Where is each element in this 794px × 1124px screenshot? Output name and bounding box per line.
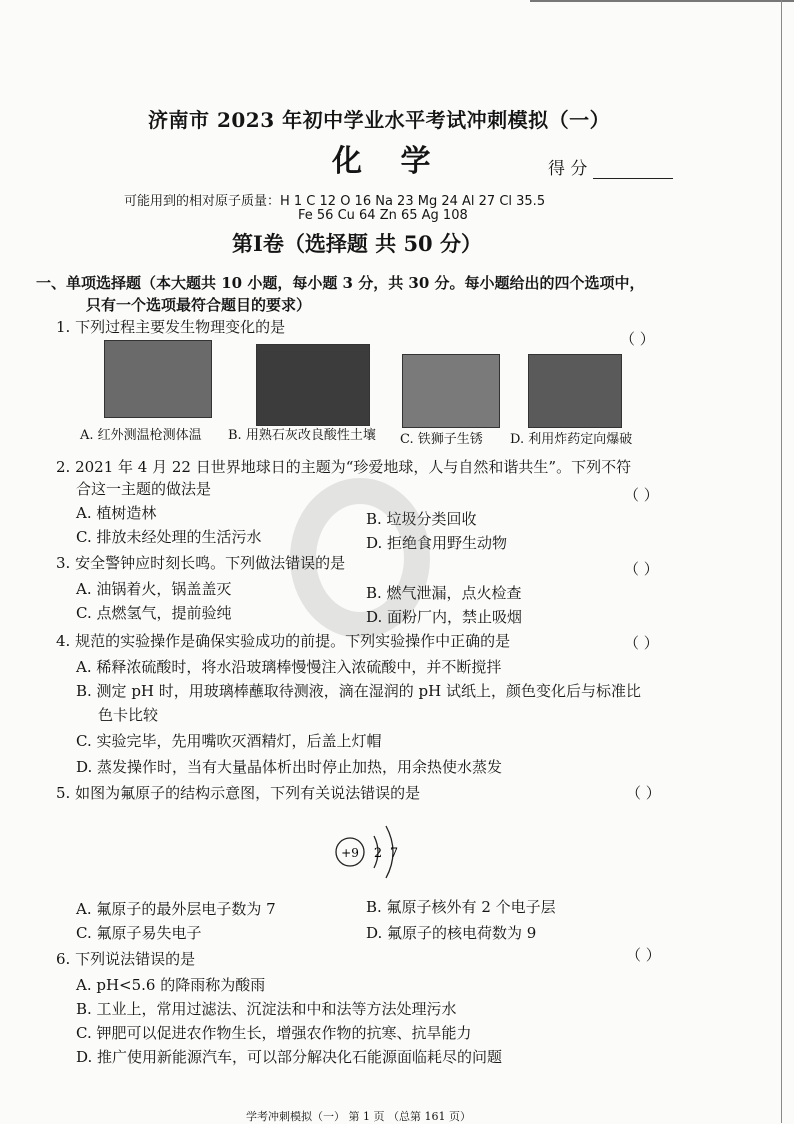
score-field [548, 154, 673, 179]
binding-margin-line [781, 0, 782, 1123]
q2-option-a: A. 植树造林 [76, 504, 157, 522]
q4-option-d: D. 蒸发操作时，当有大量晶体析出时停止加热，用余热使水蒸发 [76, 758, 503, 776]
question-6-stem: 6. 下列说法错误的是 [56, 950, 196, 968]
q5-option-a: A. 氟原子的最外层电子数为 7 [76, 900, 276, 918]
answer-paren-5: （ ） [626, 784, 661, 802]
q4-option-c: C. 实验完毕，先用嘴吹灭酒精灯，后盖上灯帽 [76, 732, 382, 750]
scan-edge-line [530, 0, 794, 2]
q2-option-c: C. 排放未经处理的生活污水 [76, 528, 262, 546]
photo-soil [256, 344, 370, 426]
score-blank [593, 162, 673, 179]
atomic-masses-line2: Fe 56 Cu 64 Zn 65 Ag 108 [298, 208, 468, 223]
nucleus-charge: +9 [341, 846, 359, 860]
answer-paren-1: （ ） [620, 330, 655, 348]
answer-paren-3: （ ） [624, 560, 659, 578]
answer-paren-4: （ ） [624, 634, 659, 652]
photo-iron-lion [402, 354, 500, 428]
question-2-stem-1: 2. 2021 年 4 月 22 日世界地球日的主题为“珍爱地球，人与自然和谐共生”。下列不符 [56, 458, 632, 476]
answer-paren-2: （ ） [624, 486, 659, 504]
question-1-stem: 1. 下列过程主要发生物理变化的是 [56, 318, 286, 336]
question-3-stem: 3. 安全警钟应时刻长鸣。下列做法错误的是 [56, 554, 346, 572]
question-4-stem: 4. 规范的实验操作是确保实验成功的前提。下列实验操作中正确的是 [56, 632, 511, 650]
q3-option-c: C. 点燃氢气，提前验纯 [76, 604, 232, 622]
q3-option-a: A. 油锅着火，锅盖盖灭 [76, 580, 232, 598]
q6-option-b: B. 工业上，常用过滤法、沉淀法和中和法等方法处理污水 [76, 1000, 457, 1018]
score-label: 得 分 [548, 159, 588, 179]
q2-option-d: D. 拒绝食用野生动物 [366, 534, 508, 552]
question-5-stem: 5. 如图为氟原子的结构示意图，下列有关说法错误的是 [56, 784, 421, 802]
q5-option-d: D. 氟原子的核电荷数为 9 [366, 924, 537, 942]
section-title: 第Ⅰ卷（选择题 共 50 分） [232, 231, 482, 256]
q4-option-a: A. 稀释浓硫酸时，将水沿玻璃棒慢慢注入浓硫酸中，并不断搅拌 [76, 658, 502, 676]
question-2-stem-2: 合这一主题的做法是 [76, 480, 212, 498]
q6-option-c: C. 钾肥可以促进农作物生长，增强农作物的抗寒、抗旱能力 [76, 1024, 472, 1042]
q5-option-c: C. 氟原子易失电子 [76, 924, 202, 942]
subject-title: 化 学 [332, 144, 445, 179]
photo-blasting [528, 354, 622, 428]
q4-option-b-2: 色卡比较 [98, 706, 159, 724]
shell2-electrons: 7 [389, 846, 399, 861]
answer-paren-6: （ ） [626, 946, 661, 964]
part-instructions-1: 一、单项选择题（本大题共 10 小题，每小题 3 分，共 30 分。每小题给出的四个选项中， [36, 274, 645, 292]
fluorine-atom-diagram [330, 812, 410, 892]
q1-option-c: C. 铁狮子生锈 [400, 432, 483, 447]
q6-option-d: D. 推广使用新能源汽车，可以部分解决化石能源面临耗尽的问题 [76, 1048, 503, 1066]
q6-option-a: A. pH<5.6 的降雨称为酸雨 [76, 976, 266, 994]
q3-option-d: D. 面粉厂内，禁止吸烟 [366, 608, 523, 626]
q1-option-b: B. 用熟石灰改良酸性土壤 [228, 428, 376, 443]
q1-option-d: D. 利用炸药定向爆破 [510, 432, 633, 447]
q3-option-b: B. 燃气泄漏，点火检查 [366, 584, 522, 602]
shell1-electrons: 2 [373, 846, 383, 861]
atomic-masses-line1: 可能用到的相对原子质量：H 1 C 12 O 16 Na 23 Mg 24 Al 27 Cl 35.5 [124, 194, 546, 209]
q1-option-a: A. 红外测温枪测体温 [80, 428, 202, 443]
q2-option-b: B. 垃圾分类回收 [366, 510, 477, 528]
page-footer: 学考冲刺模拟（一） 第 1 页 （总第 161 页） [246, 1110, 471, 1123]
q4-option-b-1: B. 测定 pH 时，用玻璃棒蘸取待测液，滴在湿润的 pH 试纸上，颜色变化后与标准比 [76, 682, 642, 700]
q5-option-b: B. 氟原子核外有 2 个电子层 [366, 898, 556, 916]
exam-title: 济南市 2023 年初中学业水平考试冲刺模拟（一） [148, 108, 611, 132]
part-instructions-2: 只有一个选项最符合题目的要求） [86, 296, 312, 314]
photo-thermometer [104, 340, 212, 418]
